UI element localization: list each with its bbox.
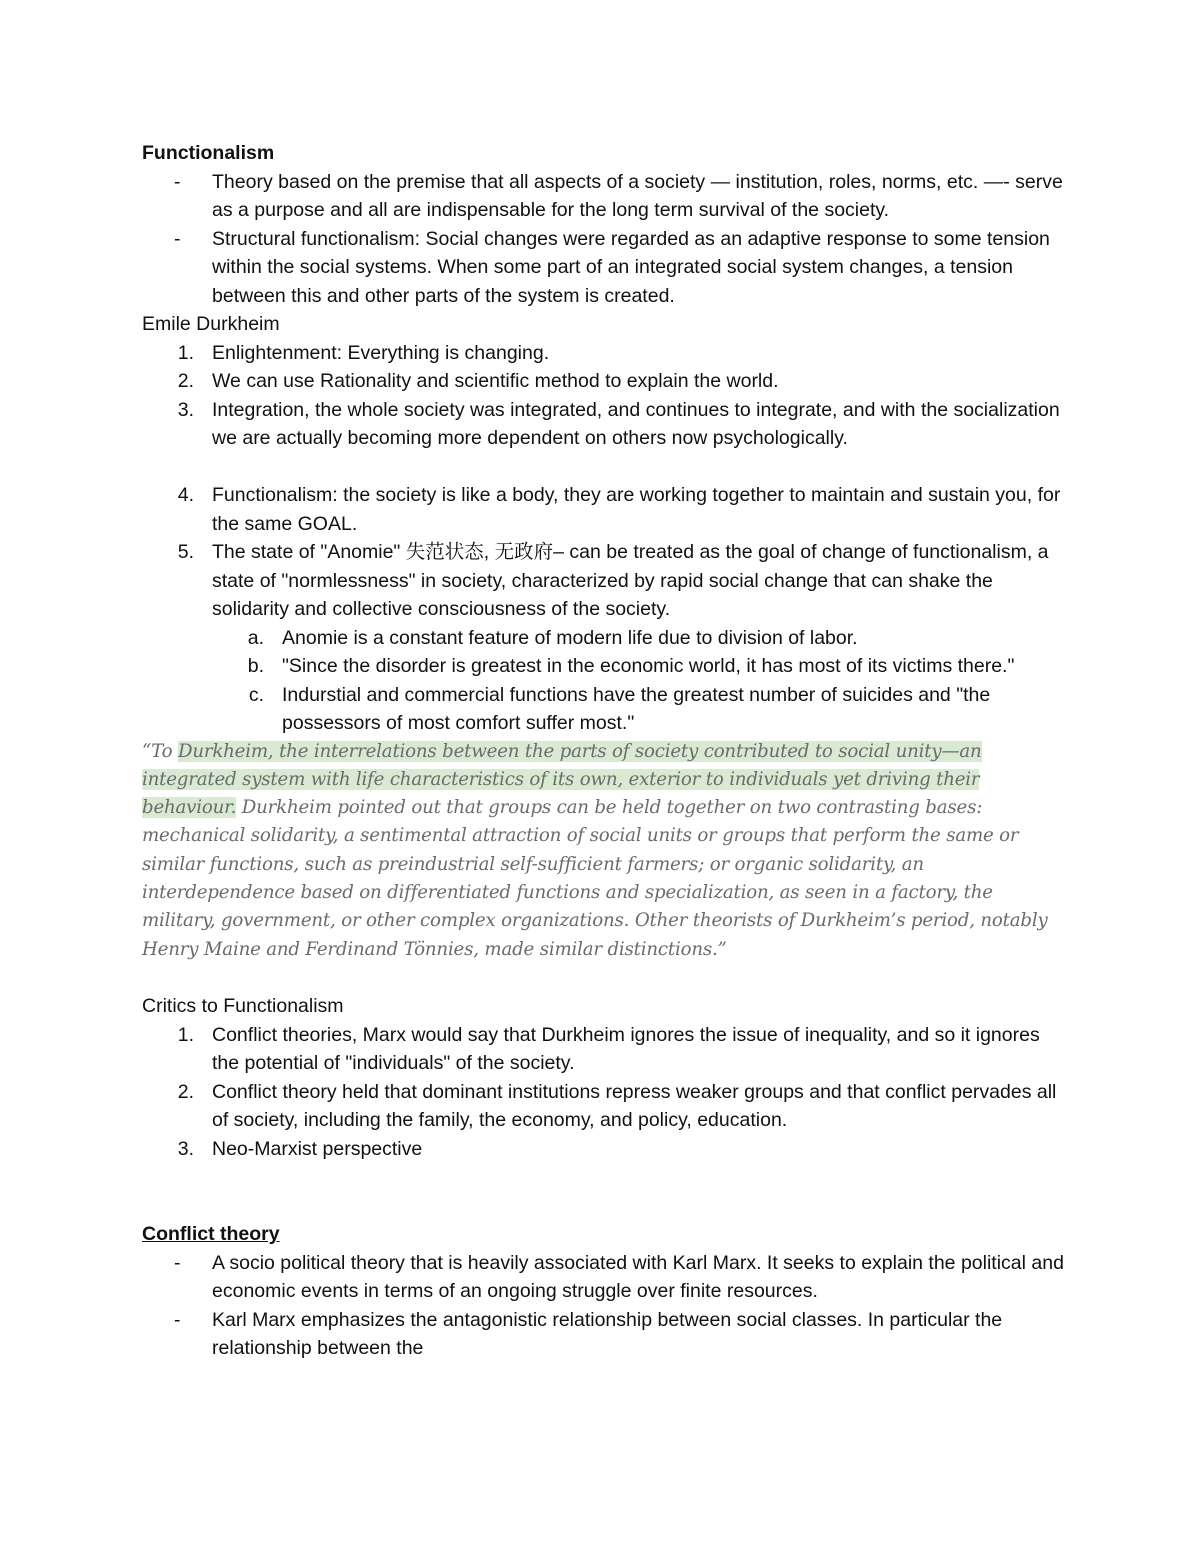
conflict-theory-heading: Conflict theory (142, 1223, 280, 1246)
list-item: - Theory based on the premise that all aspects of a society — institution, roles, norms, etc. —- serve as a purpose and all are indispensable for the long term survival of the society. (142, 168, 1067, 225)
critics-list (142, 1021, 1067, 1164)
functionalism-bullets (142, 168, 1067, 311)
list-item: - A socio political theory that is heavily associated with Karl Marx. It seeks to explain the political and economic events in terms of an ongoing struggle over finite resources. (142, 1249, 1067, 1306)
document-body (142, 139, 1067, 1363)
critics-heading: Critics to Functionalism (142, 995, 344, 1018)
list-item: 3. Neo-Marxist perspective (177, 1137, 423, 1160)
list-item: 3. Integration, the whole society was integrated, and continues to integrate, and with the socialization we are actually becoming more dependent on others now psychologically. (177, 398, 1060, 449)
anomie-sublist (212, 624, 1067, 738)
bullet-dash: - (174, 227, 181, 250)
durkheim-quote: “To Durkheim, the interrelations between the parts of society contributed to social unity—an integrated system with life characteristics of its own, exterior to individuals yet driving their behaviour. Durkheim pointed out that groups can be held together on two contrasting bases: mechanical solidarity, a sentimental attraction of social units or groups that perform the same or similar functions, such as preindustrial self-sufficient farmers; or organic solidarity, an interdependence based on differentiated functions and specialization, as seen in a factory, the military, government, or other complex organizations. Other theorists of Durkheim’s period, notably Henry Maine and Ferdinand Tönnies, made similar distinctions.” (142, 740, 1048, 960)
bullet-dash: - (174, 1251, 181, 1274)
bullet-dash: - (174, 170, 181, 193)
list-item: 1. Conflict theories, Marx would say that Durkheim ignores the issue of inequality, and so it ignores the potential of "individuals" of the society. (177, 1023, 1040, 1075)
sub-list-item: a. Anomie is a constant feature of modern life due to division of labor. (247, 626, 858, 649)
list-item: 1. Enlightenment: Everything is changing. (177, 341, 550, 364)
bullet-dash: - (174, 1308, 181, 1331)
highlighted-text: Durkheim, the interrelations between the parts of society contributed to social unity—an integrated system with life characteristics of its own, exterior to individuals yet driving their behaviour. (142, 740, 982, 819)
list-item: 2. We can use Rationality and scientific method to explain the world. (177, 370, 779, 392)
list-item: - Karl Marx emphasizes the antagonistic relationship between social classes. In particular the relationship between the (142, 1306, 1067, 1363)
list-item: 5. The state of "Anomie" 失范状态, 无政府– can be treated as the goal of change of functionalism, a state of "normlessness" in society, characterized by rapid social change that can shake the solidarity and collective consciousness of the society. a. Anomie is a constant feature of modern life due to division of labor. b. "Since the disorder is greatest in the economic world, it has most of its victims there." c. Indurstial and commercial functions have the greatest number of suicides and "the possessors of most comfort suffer most." (142, 538, 1067, 738)
durkheim-heading: Emile Durkheim (142, 313, 280, 335)
conflict-bullets (142, 1249, 1067, 1363)
functionalism-heading: Functionalism (142, 142, 275, 164)
list-item: - Structural functionalism: Social changes were regarded as an adaptive response to some tension within the social systems. When some part of an integrated social system changes, a tension between this and other parts of the system is created. (142, 225, 1067, 311)
sub-list-item: b. "Since the disorder is greatest in the economic world, it has most of its victims there." (247, 655, 1015, 677)
durkheim-list (142, 339, 1067, 738)
list-item: 4. Functionalism: the society is like a body, they are working together to maintain and sustain you, for the same GOAL. (177, 484, 1061, 535)
sub-list-item: c. Indurstial and commercial functions have the greatest number of suicides and "the possessors of most comfort suffer most." (248, 683, 991, 734)
list-item: 2. Conflict theory held that dominant institutions repress weaker groups and that conflict pervades all of society, including the family, the economy, and policy, education. (177, 1080, 1057, 1132)
